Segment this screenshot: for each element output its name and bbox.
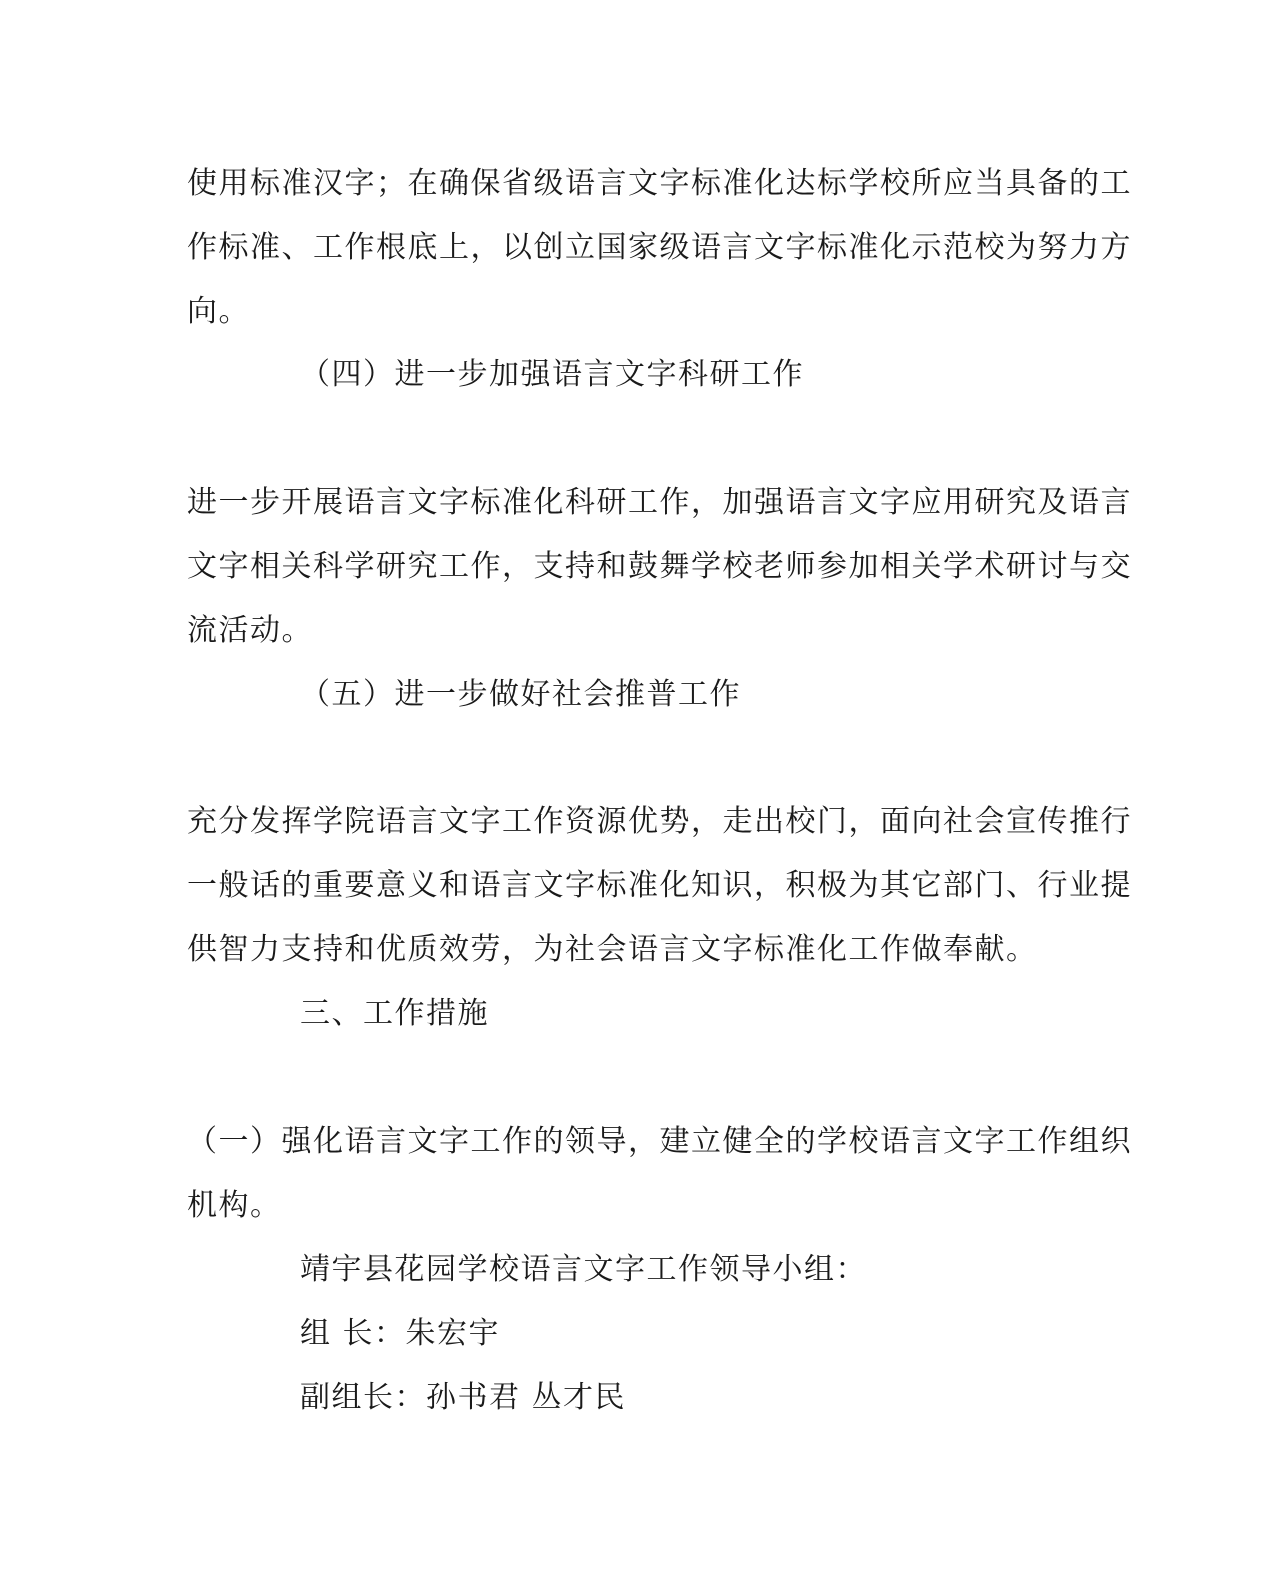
section-heading: 三、工作措施 (300, 996, 489, 1031)
section-heading: （五）进一步做好社会推普工作 (300, 677, 741, 712)
section-heading: （四）进一步加强语言文字科研工作 (300, 357, 804, 392)
body-text-line: 作标准、工作根底上，以创立国家级语言文字标准化示范校为努力方 (187, 230, 1132, 265)
body-text-line: 进一步开展语言文字标准化科研工作，加强语言文字应用研究及语言 (187, 485, 1132, 520)
body-text-line: 向。 (187, 294, 250, 329)
body-text-line: 充分发挥学院语言文字工作资源优势，走出校门，面向社会宣传推行 (187, 804, 1132, 839)
body-text-line: 一般话的重要意义和语言文字标准化知识，积极为其它部门、行业提 (187, 868, 1132, 903)
deputy-leader-line: 副组长：孙书君 丛才民 (300, 1380, 627, 1415)
body-text-line: 供智力支持和优质效劳，为社会语言文字标准化工作做奉献。 (187, 932, 1038, 967)
body-text-line: 文字相关科学研究工作，支持和鼓舞学校老师参加相关学术研讨与交 (187, 549, 1132, 584)
body-text-line: 机构。 (187, 1188, 282, 1223)
leader-line: 组 长：朱宏宇 (300, 1316, 501, 1351)
body-text-line: （一）强化语言文字工作的领导，建立健全的学校语言文字工作组织 (187, 1124, 1132, 1159)
body-text-line: 流活动。 (187, 613, 313, 648)
body-text-line: 使用标准汉字；在确保省级语言文字标准化达标学校所应当具备的工 (187, 166, 1132, 201)
group-title: 靖宇县花园学校语言文字工作领导小组： (300, 1252, 867, 1287)
